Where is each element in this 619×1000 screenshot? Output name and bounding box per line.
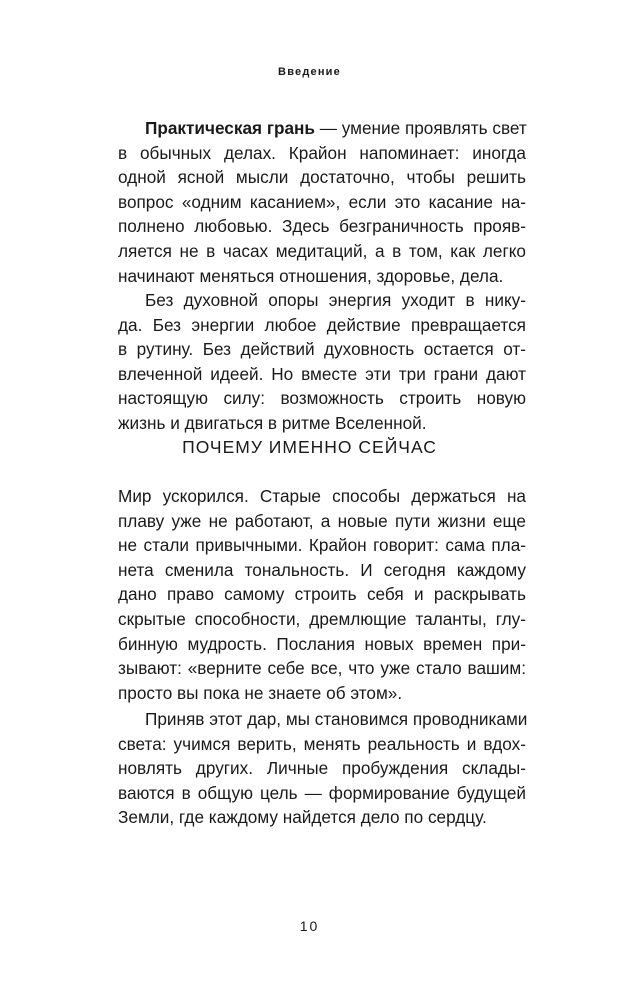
paragraph-world-accelerated — [118, 484, 526, 705]
paragraph-line-rest: — умение проявлять свет — [315, 118, 527, 138]
page-number: 10 — [299, 918, 320, 934]
paragraph-line: Земли, где каждому найдется дело по сердцу. — [118, 807, 487, 828]
paragraph-line: света: учимся верить, менять реальность и вдох- — [118, 733, 526, 754]
paragraph-line: Мир ускорился. Старые способы держаться на — [118, 486, 526, 506]
paragraph-line: просто вы пока не знаете об этом». — [118, 682, 403, 703]
paragraph-line: Приняв этот дар, мы становимся проводниками — [145, 709, 528, 729]
paragraph-line: в обычных делах. Крайон напоминает: иногда — [118, 142, 526, 163]
paragraph-line: начинают меняться отношения, здоровье, дела. — [118, 265, 504, 286]
paragraph-line: бинную мудрость. Послания новых времен при- — [118, 633, 526, 654]
paragraph-line: ляется не в часах медитаций, а в том, как легко — [118, 240, 526, 261]
paragraph-line: вопрос «одним касанием», если это касание на- — [118, 191, 526, 212]
paragraph-spiritual-support — [118, 288, 526, 436]
paragraph-line: новлять других. Личные пробуждения склады- — [118, 758, 526, 779]
paragraph-line: настоящую силу: возможность строить новую — [118, 388, 526, 409]
paragraph-accepting-gift — [118, 707, 526, 830]
paragraph-line: скрытые способности, дремлющие таланты, глу- — [118, 608, 526, 629]
paragraph-line: в рутину. Без действий духовность остается от- — [118, 339, 526, 360]
section-heading: ПОЧЕМУ ИМЕННО СЕЙЧАС — [182, 437, 437, 457]
paragraph-line: не стали привычными. Крайон говорит: сама пла- — [118, 535, 526, 556]
paragraph-line: плаву уже не работают, а новые пути жизни еще — [118, 510, 526, 531]
paragraph-line: жизнь и двигаться в ритме Вселенной. — [118, 412, 427, 433]
paragraph-line — [118, 116, 526, 141]
paragraph-line: ваются в общую цель — формирование будущей — [118, 782, 526, 803]
paragraph-practical-facet — [118, 116, 526, 288]
paragraph-line: одной ясной мысли достаточно, чтобы решить — [118, 167, 526, 188]
paragraph-line: влеченной идеей. Но вместе эти три грани дают — [118, 363, 526, 384]
paragraph-line: дано право самому строить себя и раскрывать — [118, 584, 526, 605]
paragraph-line: Без духовной опоры энергия уходит в нику- — [145, 290, 526, 310]
paragraph-line: полнено любовью. Здесь безграничность прояв- — [118, 216, 526, 237]
paragraph-line: зывают: «верните себе все, что уже стало вашим: — [118, 658, 526, 679]
paragraph-line: да. Без энергии любое действие превращается — [118, 314, 526, 335]
bold-term: Практическая грань — [145, 118, 315, 138]
running-head: Введение — [278, 66, 341, 78]
paragraph-line: нета сменила тональность. И сегодня каждому — [118, 559, 526, 580]
